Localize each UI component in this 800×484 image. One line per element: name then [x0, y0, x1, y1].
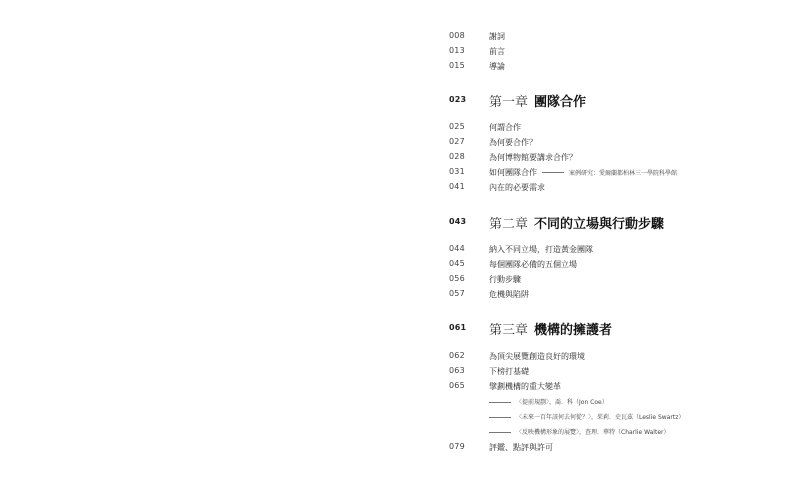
dash-divider — [489, 402, 511, 403]
toc-entry: 擘劃機構的重大變革 — [489, 382, 561, 391]
toc-entry: 每個團隊必備的五個立場 — [489, 260, 577, 269]
toc-entry: 危機與陷阱 — [489, 290, 529, 299]
chapter-title: 機構的擁護者 — [534, 323, 613, 338]
toc-subentry — [489, 427, 669, 436]
toc-page-number: 027 — [449, 137, 465, 146]
toc-page-number: 031 — [449, 167, 465, 176]
toc-entry-with-note — [489, 167, 677, 178]
chapter-number: 第三章 — [489, 323, 529, 338]
chapter-page-number: 023 — [449, 95, 467, 104]
toc-page-number: 013 — [449, 46, 465, 55]
chapter-number: 第二章 — [489, 217, 529, 232]
toc-entry: 評鑑、點評與許可 — [489, 443, 553, 452]
toc-page-number: 057 — [449, 289, 465, 298]
toc-entry: 何謂合作 — [489, 123, 521, 132]
dash-divider — [489, 432, 511, 433]
toc-page-number: 025 — [449, 122, 465, 131]
toc-page-number: 063 — [449, 366, 465, 375]
toc-entry: 前言 — [489, 47, 505, 56]
chapter-heading — [489, 91, 586, 110]
toc-entry: 行動步驟 — [489, 275, 521, 284]
chapter-title: 團隊合作 — [534, 95, 587, 110]
chapter-heading — [489, 319, 612, 338]
toc-page-number: 008 — [449, 31, 465, 40]
toc-entry: 內在的必要需求 — [489, 183, 545, 192]
chapter-page-number: 043 — [449, 217, 467, 226]
subentry-text: 〈未來一百年該何去何從？〉，茱莉．史瓦茲（Leslie Swartz） — [516, 414, 685, 421]
toc-entry: 為頂尖展覽創造良好的環境 — [489, 352, 585, 361]
toc-page-number: 041 — [449, 182, 465, 191]
chapter-number: 第一章 — [489, 95, 529, 110]
toc-entry: 謝詞 — [489, 32, 505, 41]
case-study-note: 案例研究：愛爾蘭都柏林三一學院科學館 — [569, 170, 678, 177]
subentry-text: 〈提前規劃〉，喬．科（Jon Coe） — [516, 399, 608, 406]
chapter-title: 不同的立場與行動步驟 — [534, 217, 665, 232]
toc-page-number: 015 — [449, 61, 465, 70]
toc-subentry — [489, 412, 684, 421]
toc-page-number: 028 — [449, 152, 465, 161]
toc-page-number: 044 — [449, 244, 465, 253]
subentry-text: 〈反映機構形象的展覽〉，查理．華特（Charlie Walter） — [516, 429, 670, 436]
dash-divider — [542, 172, 564, 173]
toc-page-number: 056 — [449, 274, 465, 283]
toc-page-number: 065 — [449, 381, 465, 390]
chapter-page-number: 061 — [449, 323, 467, 332]
toc-entry: 為何博物館要講求合作？ — [489, 153, 577, 162]
toc-entry: 納入不同立場，打造黃金團隊 — [489, 245, 593, 254]
toc-entry: 下榜打基礎 — [489, 367, 529, 376]
chapter-heading — [489, 213, 664, 232]
dash-divider — [489, 417, 511, 418]
toc-page-number: 062 — [449, 351, 465, 360]
toc-entry-title: 如何團隊合作 — [489, 168, 537, 177]
toc-page-number: 079 — [449, 442, 465, 451]
toc-subentry — [489, 397, 608, 406]
toc-entry: 為何要合作？ — [489, 138, 537, 147]
toc-entry: 導論 — [489, 62, 505, 71]
toc-page-number: 045 — [449, 259, 465, 268]
